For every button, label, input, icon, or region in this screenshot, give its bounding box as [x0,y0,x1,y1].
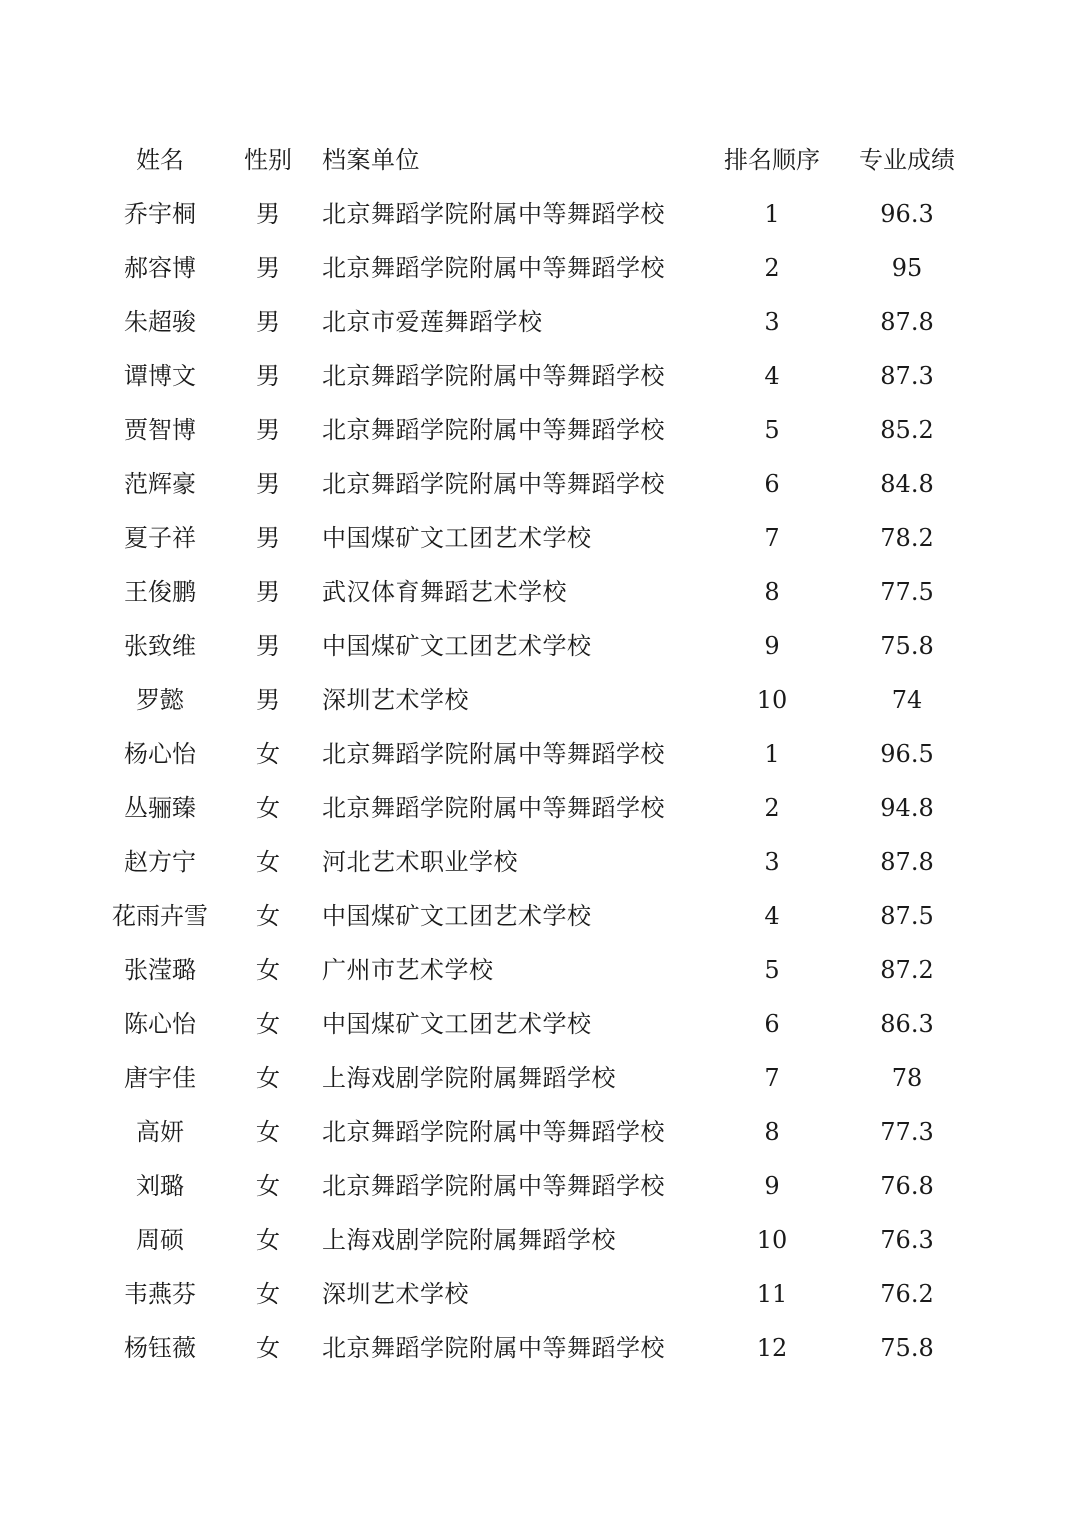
cell-unit: 北京舞蹈学院附属中等舞蹈学校 [322,1334,665,1362]
cell-score: 74 [891,686,923,714]
cell-unit: 北京舞蹈学院附属中等舞蹈学校 [322,740,665,768]
cell-score: 87.8 [880,308,934,336]
cell-gender: 女 [256,956,280,984]
cell-score: 87.3 [880,362,934,390]
cell-name: 张滢璐 [124,956,196,984]
cell-unit: 深圳艺术学校 [322,686,469,714]
table-row [0,997,1080,1051]
cell-name: 乔宇桐 [124,200,196,228]
cell-name: 王俊鹏 [124,578,196,606]
header-unit: 档案单位 [322,146,420,174]
cell-name: 郝容博 [124,254,196,282]
cell-unit: 北京舞蹈学院附属中等舞蹈学校 [322,470,665,498]
cell-gender: 男 [256,470,280,498]
cell-unit: 北京舞蹈学院附属中等舞蹈学校 [322,794,665,822]
cell-rank: 6 [764,1010,780,1038]
cell-rank: 8 [764,1118,780,1146]
cell-unit: 中国煤矿文工团艺术学校 [322,524,592,552]
header-name: 姓名 [136,146,184,174]
cell-rank: 4 [764,362,780,390]
cell-rank: 10 [756,686,788,714]
table-row [0,457,1080,511]
cell-rank: 2 [764,254,780,282]
table-row [0,565,1080,619]
cell-gender: 女 [256,848,280,876]
table-row [0,889,1080,943]
cell-unit: 北京舞蹈学院附属中等舞蹈学校 [322,1172,665,1200]
header-rank: 排名顺序 [724,146,820,174]
table-row [0,1213,1080,1267]
cell-name: 花雨卉雪 [112,902,208,930]
cell-gender: 男 [256,362,280,390]
cell-score: 77.3 [880,1118,934,1146]
cell-rank: 3 [764,308,780,336]
cell-unit: 广州市艺术学校 [322,956,494,984]
table-row [0,187,1080,241]
cell-gender: 女 [256,1226,280,1254]
table-row [0,835,1080,889]
cell-gender: 男 [256,416,280,444]
cell-name: 张致维 [124,632,196,660]
cell-gender: 女 [256,1118,280,1146]
cell-name: 朱超骏 [124,308,196,336]
cell-score: 87.2 [880,956,934,984]
cell-gender: 男 [256,200,280,228]
table-row [0,1105,1080,1159]
cell-gender: 男 [256,686,280,714]
table-row [0,295,1080,349]
cell-rank: 5 [764,956,780,984]
cell-unit: 深圳艺术学校 [322,1280,469,1308]
table-header-row [0,133,1080,187]
cell-score: 87.5 [880,902,934,930]
cell-rank: 1 [764,200,780,228]
cell-gender: 女 [256,1172,280,1200]
cell-gender: 女 [256,1010,280,1038]
cell-score: 77.5 [880,578,934,606]
cell-score: 85.2 [880,416,934,444]
cell-rank: 11 [756,1280,788,1308]
cell-gender: 女 [256,740,280,768]
cell-rank: 10 [756,1226,788,1254]
cell-score: 78.2 [880,524,934,552]
table-row [0,241,1080,295]
cell-unit: 北京舞蹈学院附属中等舞蹈学校 [322,416,665,444]
cell-unit: 中国煤矿文工团艺术学校 [322,1010,592,1038]
cell-score: 87.8 [880,848,934,876]
cell-rank: 6 [764,470,780,498]
cell-name: 夏子祥 [124,524,196,552]
cell-gender: 男 [256,254,280,282]
cell-score: 96.5 [880,740,934,768]
cell-score: 75.8 [880,632,934,660]
cell-gender: 女 [256,1280,280,1308]
cell-gender: 男 [256,308,280,336]
cell-unit: 北京舞蹈学院附属中等舞蹈学校 [322,362,665,390]
cell-rank: 4 [764,902,780,930]
cell-gender: 女 [256,902,280,930]
cell-rank: 5 [764,416,780,444]
cell-score: 75.8 [880,1334,934,1362]
table-row [0,727,1080,781]
cell-name: 范辉豪 [124,470,196,498]
cell-score: 95 [891,254,923,282]
table-row [0,403,1080,457]
table-row [0,511,1080,565]
cell-rank: 12 [756,1334,788,1362]
table-row [0,1051,1080,1105]
cell-score: 76.8 [880,1172,934,1200]
table-row [0,1159,1080,1213]
cell-gender: 女 [256,1334,280,1362]
cell-gender: 女 [256,1064,280,1092]
header-gender: 性别 [244,146,292,174]
cell-unit: 武汉体育舞蹈艺术学校 [322,578,567,606]
table-row [0,781,1080,835]
cell-gender: 男 [256,632,280,660]
cell-name: 周硕 [136,1226,184,1254]
table-row [0,1321,1080,1375]
cell-name: 谭博文 [124,362,196,390]
table-row [0,943,1080,997]
cell-name: 贾智博 [124,416,196,444]
cell-rank: 2 [764,794,780,822]
cell-name: 赵方宁 [124,848,196,876]
cell-score: 78 [891,1064,923,1092]
table-row [0,1267,1080,1321]
cell-rank: 7 [764,524,780,552]
cell-rank: 9 [764,632,780,660]
cell-name: 高妍 [136,1118,184,1146]
cell-unit: 北京舞蹈学院附属中等舞蹈学校 [322,1118,665,1146]
cell-unit: 北京市爱莲舞蹈学校 [322,308,543,336]
cell-gender: 男 [256,524,280,552]
cell-unit: 上海戏剧学院附属舞蹈学校 [322,1064,616,1092]
cell-name: 韦燕芬 [124,1280,196,1308]
cell-rank: 9 [764,1172,780,1200]
cell-rank: 8 [764,578,780,606]
table-row [0,619,1080,673]
cell-score: 76.2 [880,1280,934,1308]
cell-rank: 3 [764,848,780,876]
cell-unit: 北京舞蹈学院附属中等舞蹈学校 [322,254,665,282]
table-row [0,349,1080,403]
cell-name: 杨钰薇 [124,1334,196,1362]
cell-rank: 1 [764,740,780,768]
cell-name: 丛骊臻 [124,794,196,822]
table-row [0,673,1080,727]
cell-score: 96.3 [880,200,934,228]
cell-unit: 中国煤矿文工团艺术学校 [322,902,592,930]
cell-name: 刘璐 [136,1172,184,1200]
cell-gender: 男 [256,578,280,606]
cell-unit: 中国煤矿文工团艺术学校 [322,632,592,660]
cell-gender: 女 [256,794,280,822]
cell-score: 86.3 [880,1010,934,1038]
cell-rank: 7 [764,1064,780,1092]
cell-score: 84.8 [880,470,934,498]
cell-unit: 河北艺术职业学校 [322,848,518,876]
cell-name: 罗懿 [136,686,184,714]
cell-unit: 上海戏剧学院附属舞蹈学校 [322,1226,616,1254]
header-score: 专业成绩 [859,146,955,174]
cell-score: 94.8 [880,794,934,822]
cell-score: 76.3 [880,1226,934,1254]
cell-name: 唐宇佳 [124,1064,196,1092]
cell-name: 杨心怡 [124,740,196,768]
cell-unit: 北京舞蹈学院附属中等舞蹈学校 [322,200,665,228]
cell-name: 陈心怡 [124,1010,196,1038]
